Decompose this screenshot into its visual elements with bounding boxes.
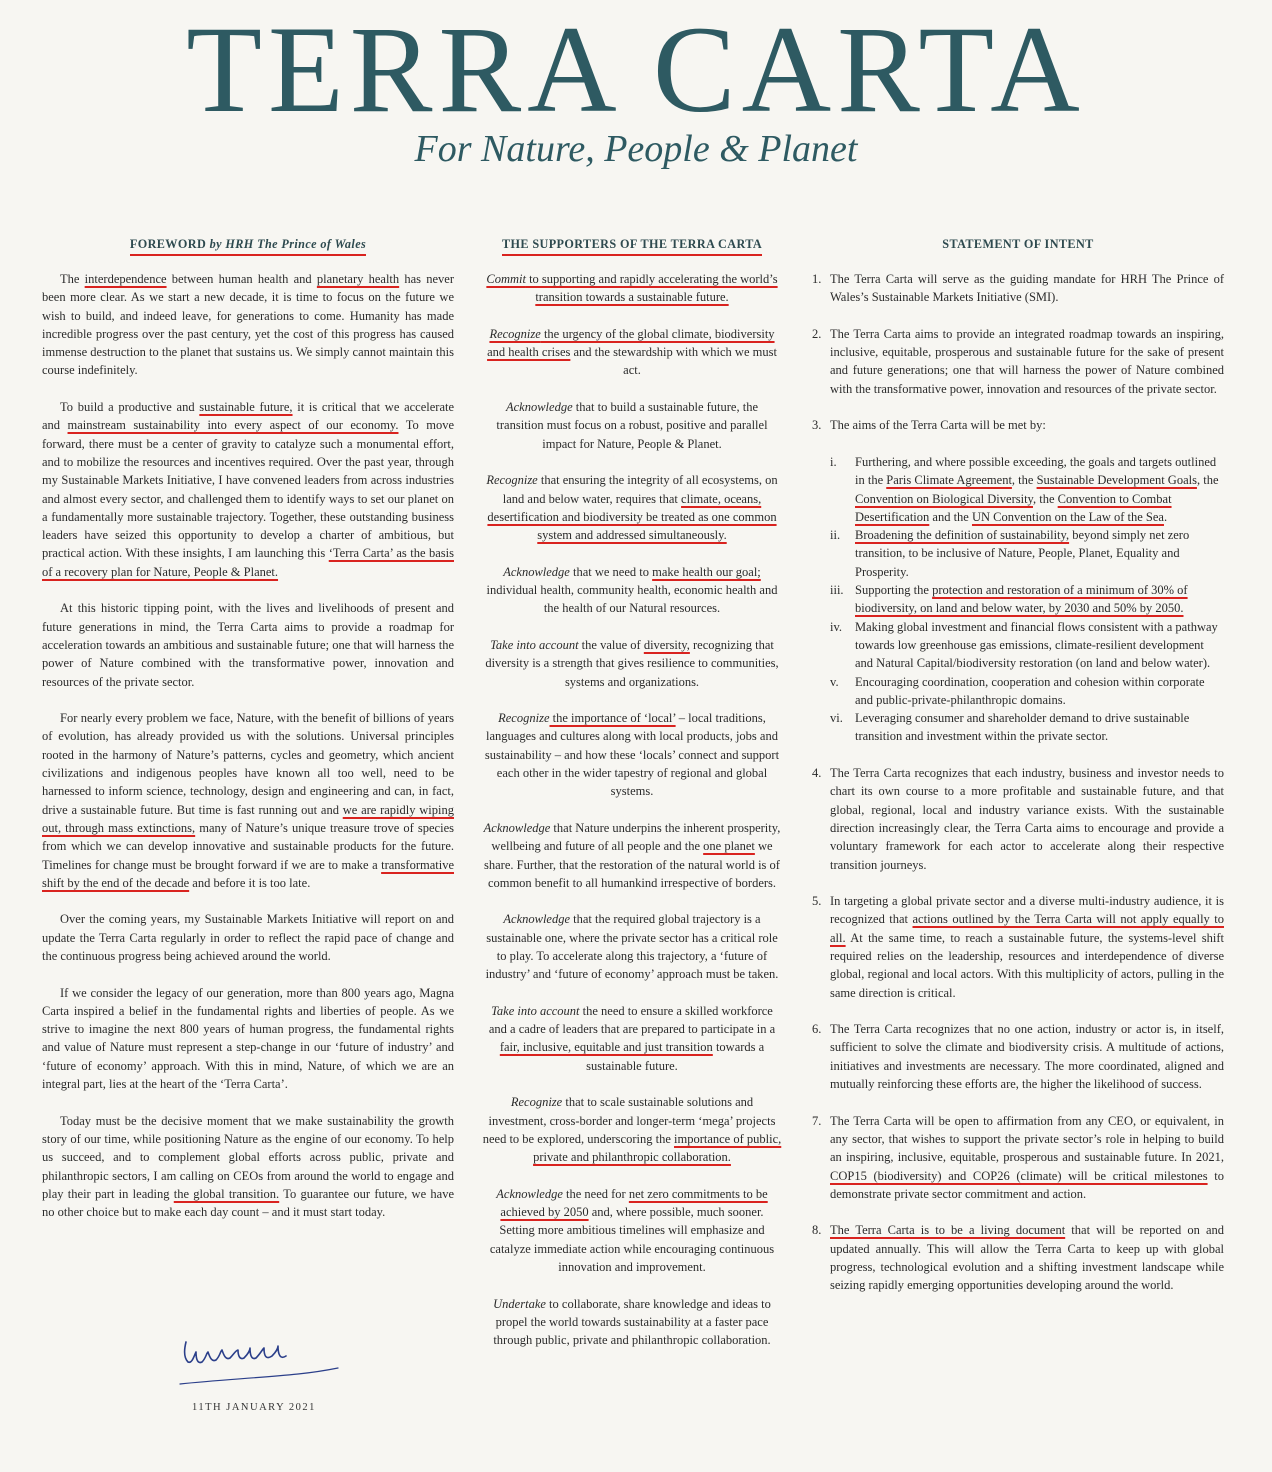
supporter-statement: Recognize that ensuring the integrity of all ecosystems, on land and below water, requires that climate, oceans, desertification and biodiversity be treated as one common system and addressed simultaneously. bbox=[486, 473, 778, 543]
intent-subitem: iv. Making global investment and financial flows consistent with a pathway towards low greenhouse gas emissions, climate-resilient development and Natural Capital/biodiversity restoration (on land and below water). bbox=[830, 619, 1218, 671]
intent-subitem: i. Furthering, and where possible exceeding, the goals and targets outlined in the Paris Climate Agreement, the Sustainable Development Goals, the Convention on Biological Diversity, the Convention to Combat Desertification and the UN Convention on the Law of the Sea. bbox=[830, 454, 1219, 524]
supporter-statement: Take into account the need to ensure a skilled workforce and a cadre of leaders that are prepared to participate in a fair, inclusive, equitable and just transition towards a sustainable future. bbox=[488, 1003, 776, 1073]
foreword-paragraph: If we consider the legacy of our generation, more than 800 years ago, Magna Carta inspired a belief in the fundamental rights and liberties of people. As we strive to imagine the next 800 years of human progress, the fundamental rights and value of Nature must represent a step-change in our ‘future of industry’ and ‘future of economy’ approach. With this in mind, Nature, of which we are an integral part, lies at the heart of the ‘Terra Carta’. bbox=[42, 985, 454, 1092]
foreword-column bbox=[42, 236, 454, 1240]
supporter-statement: Undertake to collaborate, share knowledge and ideas to propel the world towards sustainability at a faster pace through public, private and philanthropic collaboration. bbox=[493, 1296, 771, 1348]
intent-subitem: v. Encouraging coordination, cooperation and cohesion within corporate and public-private-philanthropic domains. bbox=[830, 674, 1205, 707]
foreword-paragraph: To build a productive and sustainable future, it is critical that we accelerate and mainstream sustainability into every aspect of our economy. To move forward, there must be a center of gravity to catalyze such a monumental effort, and to mobilize the resources and incentives required. Over the past year, through my Sustainable Markets Initiative, I have convened leaders from across industries and almost every sector, and challenged them to identify ways to set our planet on a fundamentally more sustainable trajectory. Together, these outstanding business leaders have seized this opportunity to develop a charter of ambitious, but practical action. With these insights, I am launching this ‘Terra Carta’ as the basis of a recovery plan for Nature, People & Planet. bbox=[42, 400, 455, 579]
foreword-paragraph: The interdependence between human health and planetary health has never been more clear. As we start a new decade, it is time to focus on the future we wish to build, and indeed leave, for generations to come. Humanity has made incredible progress over the past century, yet the cost of this progress has caused immense destruction to the planet that sustains us. We simply cannot maintain this course indefinitely. bbox=[42, 272, 455, 378]
intent-item: 3. The aims of the Terra Carta will be met by: bbox=[812, 418, 1046, 433]
foreword-paragraph: Today must be the decisive moment that we make sustainability the growth story of our time, while positioning Nature as the engine of our economy. To help us succeed, and to complement global efforts across public, private and philanthropic sectors, I am calling on CEOs from around the world to engage and play their part in leading the global transition. To guarantee our future, we have no other choice but to make each day count – and it must start today. bbox=[42, 1113, 455, 1220]
intent-item: 6. The Terra Carta recognizes that no one action, industry or actor is, in itself, sufficient to solve the climate and biodiversity crisis. A multitude of actions, initiatives and investments are necessary. The more coordinated, aligned and mutually reinforcing these efforts are, the higher the likelihood of success. bbox=[812, 1022, 1224, 1092]
supporters-body bbox=[482, 270, 782, 1350]
intent-subitem: vi. Leveraging consumer and shareholder demand to drive sustainable transition and investment within the private sector. bbox=[830, 711, 1190, 744]
intent-sublist bbox=[830, 453, 1224, 746]
intent-subitem: iii. Supporting the protection and restoration of a minimum of 30% of biodiversity, on land and below water, by 2030 and 50% by 2050. bbox=[830, 583, 1188, 616]
intent-item: 2. The Terra Carta aims to provide an integrated roadmap towards an inspiring, inclusive, equitable, prosperous and sustainable future for the sake of present and future generations; one that will harness the power of Nature combined with the transformative power, innovation and resources of the private sector. bbox=[812, 326, 1224, 396]
foreword-heading: FOREWORD by HRH The Prince of Wales bbox=[42, 236, 454, 252]
intent-item: 4. The Terra Carta recognizes that each industry, business and investor needs to chart its own course to a more profitable and sustainable future, and that global, regional, local and industry variance exists. With the sustainable direction increasingly clear, the Terra Carta aims to encourage and provide a voluntary framework for each actor to accelerate along their respective transition journeys. bbox=[812, 766, 1224, 872]
intent-subitem: ii. Broadening the definition of sustainability, beyond simply net zero transition, to be inclusive of Nature, People, Planet, Equality and Prosperity. bbox=[830, 528, 1190, 579]
supporter-statement: Recognize that to scale sustainable solutions and investment, cross-border and longer-term ‘mega’ projects need to be explored, underscoring the importance of public, private and philanthropic collaboration. bbox=[482, 1095, 782, 1165]
signature-date: 11TH JANUARY 2021 bbox=[192, 1402, 316, 1413]
intent-item: 1. The Terra Carta will serve as the guiding mandate for HRH The Prince of Wales’s Sustainable Markets Initiative (SMI). bbox=[812, 272, 1224, 305]
supporters-heading: THE SUPPORTERS OF THE TERRA CARTA bbox=[482, 236, 782, 252]
supporter-statement: Acknowledge that to build a sustainable future, the transition must focus on a robust, positive and parallel impact for Nature, People & Planet. bbox=[496, 400, 768, 451]
intent-item: 8. The Terra Carta is to be a living document that will be reported on and updated annually. This will allow the Terra Carta to keep up with global progress, technological evolution and a shifting investment landscape while seizing rapidly emerging opportunities developing around the world. bbox=[812, 1223, 1225, 1293]
supporter-statement: Acknowledge the need for net zero commitments to be achieved by 2050 and, where possible, much sooner. Setting more ambitious timelines will emphasize and catalyze immediate action while encouraging continuous innovation and improvement. bbox=[489, 1186, 775, 1275]
intent-heading: STATEMENT OF INTENT bbox=[942, 237, 1094, 251]
intent-body bbox=[812, 270, 1224, 1295]
supporter-statement: Recognize the importance of ‘local’ – local traditions, languages and cultures along with local products, jobs and sustainability – and how these ‘locals’ connect and support each other in the wider tapestry of regional and global systems. bbox=[484, 711, 780, 799]
supporter-statement: Acknowledge that we need to make health our goal; individual health, community health, economic health and the health of our Natural resources. bbox=[486, 564, 778, 616]
intent-item: 5. In targeting a global private sector and a diverse multi-industry audience, it is recognized that actions outlined by the Terra Carta will not apply equally to all. At the same time, to reach a sustainable future, the systems-level shift required relies on the leadership, resources and interdependence of diverse global, regional and local actors. With this multiplicity of actors, pulling in the same direction is critical. bbox=[812, 894, 1224, 1000]
supporter-statement: Commit to supporting and rapidly accelerating the world’s transition towards a sustainable future. bbox=[486, 272, 778, 305]
intent-column bbox=[812, 236, 1224, 1313]
supporter-statement: Recognize the urgency of the global climate, biodiversity and health crises and the stewardship with which we must act. bbox=[487, 326, 777, 378]
document-title: TERRA CARTA bbox=[186, 1, 1086, 138]
signature-image bbox=[178, 1328, 348, 1396]
supporters-column bbox=[482, 236, 782, 1368]
supporter-statement: Acknowledge that Nature underpins the inherent prosperity, wellbeing and future of all people and the one planet we share. Further, that the restoration of the natural world is of common benefit to all humankind irrespective of borders. bbox=[483, 820, 781, 890]
foreword-paragraph: Over the coming years, my Sustainable Markets Initiative will report on and update the Terra Carta regularly in order to reflect the rapid pace of change and the continuous progress being achieved around the world. bbox=[42, 912, 454, 963]
intent-item: 7. The Terra Carta will be open to affirmation from any CEO, or equivalent, in any sector, that wishes to support the private sector’s role in helping to build an inspiring, inclusive, equitable, prosperous and sustainable future. In 2021, COP15 (biodiversity) and COP26 (climate) will be critical milestones to demonstrate private sector commitment and action. bbox=[812, 1113, 1224, 1201]
foreword-body bbox=[42, 270, 454, 1221]
document-subtitle: For Nature, People & Planet bbox=[414, 128, 858, 170]
foreword-paragraph: For nearly every problem we face, Nature, with the benefit of billions of years of evolution, has already provided us with the solutions. Universal principles rooted in the harmony of Nature’s patterns, cycles and geometry, which ancient civilizations and indigenous peoples have known all too well, need to be harnessed to inform science, technology, design and engineering and can, in fact, drive a sustainable future. But time is fast running out and we are rapidly wiping out, through mass extinctions, many of Nature’s unique treasure trove of species from which we can develop innovative and sustainable products for the future. Timelines for change must be brought forward if we are to make a transformative shift by the end of the decade and before it is too late. bbox=[42, 711, 454, 890]
supporter-statement: Take into account the value of diversity, recognizing that diversity is a strength that gives resilience to communities, systems and organizations. bbox=[485, 637, 779, 689]
supporter-statement: Acknowledge that the required global trajectory is a sustainable one, where the private sector has a critical role to play. To accelerate along this trajectory, a ‘future of industry’ and ‘future of economy’ approach must be taken. bbox=[485, 912, 779, 982]
foreword-paragraph: At this historic tipping point, with the lives and livelihoods of present and future generations in mind, the Terra Carta aims to provide a roadmap for acceleration towards an ambitious and sustainable future; one that will harness the power of Nature combined with the transformative power, innovation and resources of the private sector. bbox=[42, 601, 454, 689]
